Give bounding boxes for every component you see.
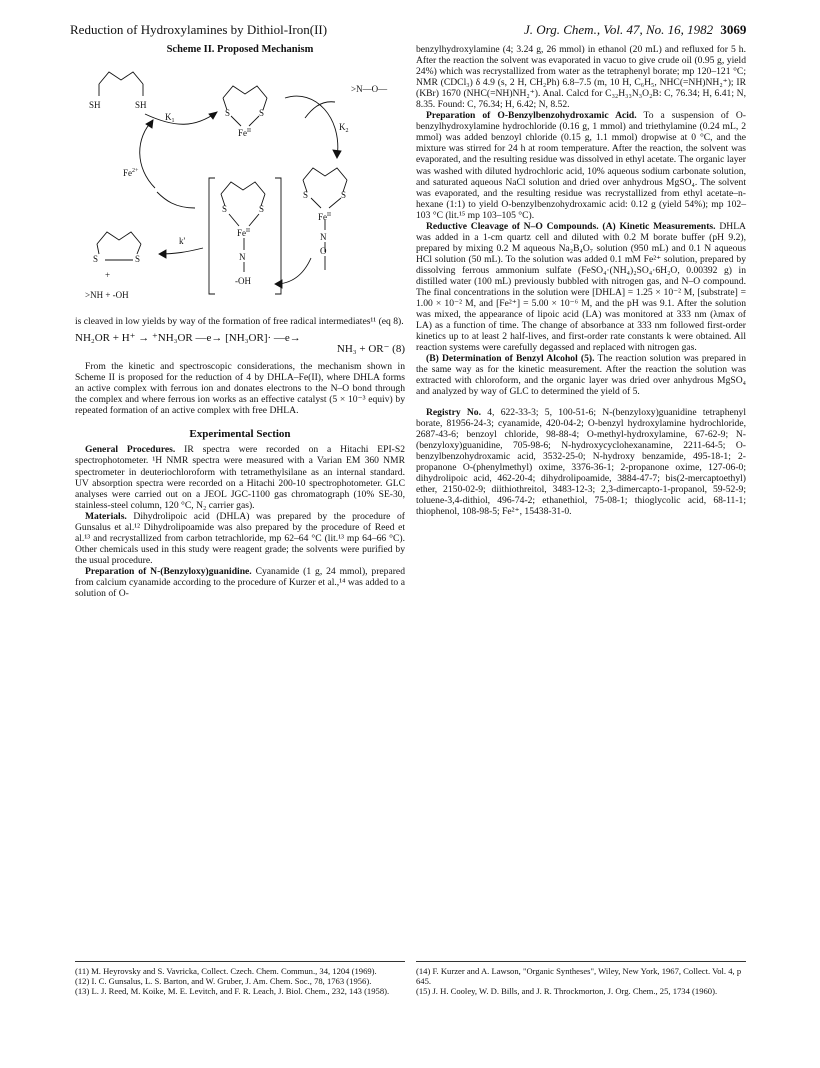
bracket-left	[209, 178, 215, 294]
equation-line-1: NH₂OR + H⁺ → ⁺NH₃OR —e→ [NH₃OR]· —e→	[75, 332, 301, 345]
label-fe-top: $Fe^{II}$	[238, 128, 251, 138]
label-fe2plus: $Fe^{2+}$	[123, 168, 139, 178]
footnotes-left	[75, 966, 405, 997]
running-header-title: Reduction of Hydroxylamines by Dithiol-Iron(II)	[70, 22, 328, 37]
footnote-rule-right	[416, 961, 746, 962]
running-header-citation	[524, 22, 746, 38]
label-s-lipoic-1: S	[93, 254, 99, 264]
bracket-right	[275, 178, 281, 294]
text-kinetic: DHLA was added in a 1-cm quartz cell and diluted with 0.2 M borate buffer (pH 9.2), prepared by mixing 0.2 M aqueous Na₂B₄O₇ solution (950 mL) and 0.1 N aqueous HCl solution (50 mL). To the solution was added 0.1 mM Fe²⁺ solution, prepared by dissolving ferrous ammonium sulfate (FeSO₄·(NH₄)₂SO₄·6H₂O, 0.00392 g) in distilled water (100 mL) previously bubbled with nitrogen gas, and N–O compound. The final concentrations in the solution were [DHLA] = 1.25 × 10⁻² M, [substrate] = 1.00 × 10⁻² M, and [Fe²⁺] = 5.00 × 10⁻⁶ M, and the pH was 9.1. After the solution was mixed, the appearance of lipoic acid (LA) was monitored at 333 nm (λmax of LA) as a function of time. The change of absorbance at 333 nm followed first-order kinetics up to at least 2 half-lives, and first-order rate constants k were obtained. All reaction systems were carefully degassed and replaced with nitrogen gas.	[416, 220, 746, 354]
label-sh-1: SH	[89, 100, 101, 110]
label-kprime: k'	[179, 236, 186, 246]
lipoic-ring	[97, 232, 141, 244]
arrow-to-intermediate	[275, 258, 311, 284]
footnote-14: (14) F. Kurzer and A. Lawson, "Organic Syntheses", Wiley, New York, 1967, Collect. Vol. 4, p 645.	[416, 966, 742, 987]
footnote-11: (11) M. Heyrovsky and S. Vavricka, Collect. Czech. Chem. Commun., 34, 1204 (1969).	[75, 966, 377, 976]
label-fe-mid: $Fe^{II}$	[237, 228, 250, 238]
text-prep-guanidine: Cyanamide (1 g, 24 mmol), prepared from calcium cyanamide according to the procedure of Kurzer et al.,¹⁴ was added to a solution of O-	[75, 565, 405, 600]
label-reagent: >N—O—	[351, 84, 388, 94]
label-n-mid: N	[239, 252, 246, 262]
text-benzyl-alcohol: The reaction solution was prepared in the same way as for the kinetic measurement. After the reaction the solution was extracted with chloroform, and the organic layer was dried over anhydrous MgSO₄ and analyzed by way of GLC to determined the yield of 5.	[416, 353, 746, 398]
runin-kinetic: Reductive Cleavage of N–O Compounds. (A) Kinetic Measurements.	[426, 220, 716, 232]
label-s-top-2: S	[259, 108, 265, 118]
label-fe-right: $Fe^{II}$	[318, 212, 331, 222]
label-plus: +	[105, 270, 111, 280]
arrow-k1	[145, 112, 217, 124]
paragraph-mechanism: From the kinetic and spectroscopic considerations, the mechanism shown in Scheme II is proposed for the reduction of 4 by DHLA–Fe(II), where DHLA forms an active complex with ferrous ion and donates electrons to the N–O bond through the complex and where ferrous ion works as an effective catalyst (5 × 10⁻³ equiv) by repeated formation of an active complex with free DHLA.	[75, 361, 405, 417]
text-prep-hydroxamic: To a suspension of O-benzylhydroxylamine hydrochloride (0.16 g, 1 mmol) and triethylamine (0.24 mL, 2 mmol) was added benzoyl chloride (0.15 g, 1.1 mmol) dropwise at 0 °C, and the mixture was stirred for 24 h at room temperature. After the reaction, the solvent was evaporated, and the resulting residue was dissolved in ethyl acetate. The organic layer was washed with diluted hydrochloric acid, 10% aqueous sodium carbonate solution, and saturated aqueous NaCl solution and dried over anhydrous MgSO₄. The solvent was evaporated, and the resulting residue was recrystallized from ethyl acetate–n-hexane (1:1) to yield O-benzylbenzohydroxamic acid: 0.12 g (yield 54%); mp 102–103 °C (lit.¹⁵ mp 103–105 °C).	[416, 110, 746, 221]
complex-ring-right	[303, 168, 347, 180]
paragraph-registry	[416, 407, 746, 517]
dithiol-chain	[99, 72, 143, 84]
intermediate-ring	[221, 182, 265, 194]
runin-registry: Registry No.	[426, 406, 482, 418]
footnotes-right	[416, 966, 746, 997]
complex-ring-top	[223, 86, 267, 98]
label-sh-2: SH	[135, 100, 147, 110]
label-k2: $K_2$	[339, 122, 349, 134]
runin-prep-guanidine: Preparation of N-(Benzyloxy)guanidine.	[85, 565, 252, 577]
runin-prep-hydroxamic: Preparation of O-Benzylbenzohydroxamic Acid.	[426, 110, 637, 122]
scheme-title: Scheme II. Proposed Mechanism	[166, 44, 314, 55]
text-general: IR spectra were recorded on a Hitachi EPI-S2 spectrophotometer. ¹H NMR spectra were measured with a Varian EM 360 NMR spectrometer in deuteriochloroform with tetramethylsilane as an internal standard. UV absorption spectra were recorded on a Hitachi 200-10 spectrophotometer. GLC analyses were carried out on a JEOL JGC-1100 gas chromatograph (10% SE-30, stainless-steel column, 120 °C, N₂ carrier gas).	[75, 444, 405, 511]
journal-name: J. Org. Chem.,	[524, 22, 601, 37]
right-column	[416, 44, 746, 517]
label-s-top-1: S	[225, 108, 231, 118]
paragraph-prep-hydroxamic	[416, 110, 746, 220]
label-s-right-2: S	[341, 190, 347, 200]
runin-general: General Procedures.	[85, 444, 176, 456]
label-oh-mid: -OH	[235, 276, 251, 286]
label-s-lipoic-2: S	[135, 254, 141, 264]
arrow-fe-return	[140, 120, 155, 188]
footnote-rule-left	[75, 961, 405, 962]
label-k1: $K_1$	[165, 112, 175, 124]
scheme-diagram	[75, 58, 405, 308]
equation-line-2: NH₃ + OR⁻ (8)	[336, 343, 405, 356]
paragraph-benzyl-alcohol	[416, 353, 746, 397]
paragraph-general	[75, 444, 405, 510]
runin-materials: Materials.	[85, 510, 127, 522]
scheme-figure	[75, 44, 405, 308]
equation-8	[75, 333, 405, 355]
footnote-13: (13) L. J. Reed, M. Koike, M. E. Levitch, and F. R. Leach, J. Biol. Chem., 232, 143 (1958).	[75, 986, 390, 997]
label-o-right: O	[320, 246, 327, 256]
paragraph-cleavage: is cleaved in low yields by way of the formation of free radical intermediates¹¹ (eq 8).	[75, 316, 404, 327]
label-s-mid-1: S	[222, 204, 228, 214]
journal-issue: No. 16, 1982	[645, 22, 714, 37]
page-number: 3069	[720, 22, 747, 37]
left-column	[75, 316, 405, 599]
text-materials: Dihydrolipoic acid (DHLA) was prepared by the procedure of Gunsalus et al.¹² Dihydrolipoamide was also prepared by the procedure of Reed et al.¹³ and recrystallized from carbon tetrachloride, mp 62–64 °C (lit.¹³ mp 64–66 °C). Other chemicals used in this study were reagent grade; the solvents were purified by the usual procedure.	[75, 510, 405, 566]
label-n-right: N	[320, 232, 327, 242]
arrow-k2	[285, 96, 338, 158]
paragraph-kinetic	[416, 221, 746, 354]
label-byproducts: >NH + -OH	[85, 290, 129, 300]
experimental-heading: Experimental Section	[189, 428, 291, 441]
footnote-15: (15) J. H. Cooley, W. D. Bills, and J. R. Throckmorton, J. Org. Chem., 25, 1734 (1960).	[416, 986, 718, 997]
paragraph-guanidine-cont: benzylhydroxylamine (4; 3.24 g, 26 mmol) in ethanol (20 mL) and refluxed for 5 h. After the reaction the solvent was evaporated in vacuo to give crude oil (0.95 g, yield 24%) which was recrystallized from water as the tetraphenyl borate; mp 120–121 °C; NMR (CDCl₃) δ 4.9 (s, 2 H, CH₂Ph) 6.8–7.5 (m, 10 H, C₆H₅, NHC(=NH)NH₂⁺); IR (KBr) 1670 (NHC(=NH)NH₂⁺). Anal. Calcd for C₃₂H₃₃N₃O₂B: C, 76.34; H, 6.41; N, 8.35. Found: C, 76.34; H, 6.42; N, 8.52.	[416, 44, 746, 111]
text-registry: 4, 622-33-3; 5, 100-51-6; N-(benzyloxy)guanidine tetraphenyl borate, 81956-24-3; cyanamide, 420-04-2; O-benzyl hydroxylamine hydrochloride, 2687-43-6; benzoyl chloride, 98-88-4; O-methyl-hydroxylamine, 67-62-9; N-(benzyloxy)guanidine, 705-98-6; N-hydroxycyclohexanamine, 2211-64-5; O-benzylbenzohydroxamic acid, 3532-25-0; N-hydroxy benzamide, 495-18-1; 2-propanone O-(phenylmethyl) oxime, 3376-36-1; 2-propanone oxime, 127-06-0; dihydrolipoic acid, 462-20-4; dihydrolipoamide, 3884-47-7; bis(2-mercaptoethyl) ether, 2150-02-9; diithiothreitol, 3483-12-3; 2,3-dimercapto-1-propanol, 59-52-9; toluene-3,4-dithiol, 496-74-2; ethanethiol, 75-08-1; thioglycolic acid, 68-11-1; thiophenol, 108-98-5; Fe²⁺, 15438-31-0.	[416, 406, 747, 517]
paragraph-materials	[75, 511, 405, 566]
label-s-right-1: S	[303, 190, 309, 200]
paragraph-prep-guanidine	[75, 566, 405, 599]
runin-benzyl-alcohol: (B) Determination of Benzyl Alcohol (5).	[426, 353, 595, 365]
journal-volume: Vol. 47,	[603, 22, 643, 37]
footnote-12: (12) I. C. Gunsalus, L. S. Barton, and W. Gruber, J. Am. Chem. Soc., 78, 1763 (1956).	[75, 976, 372, 987]
label-s-mid-2: S	[259, 204, 265, 214]
